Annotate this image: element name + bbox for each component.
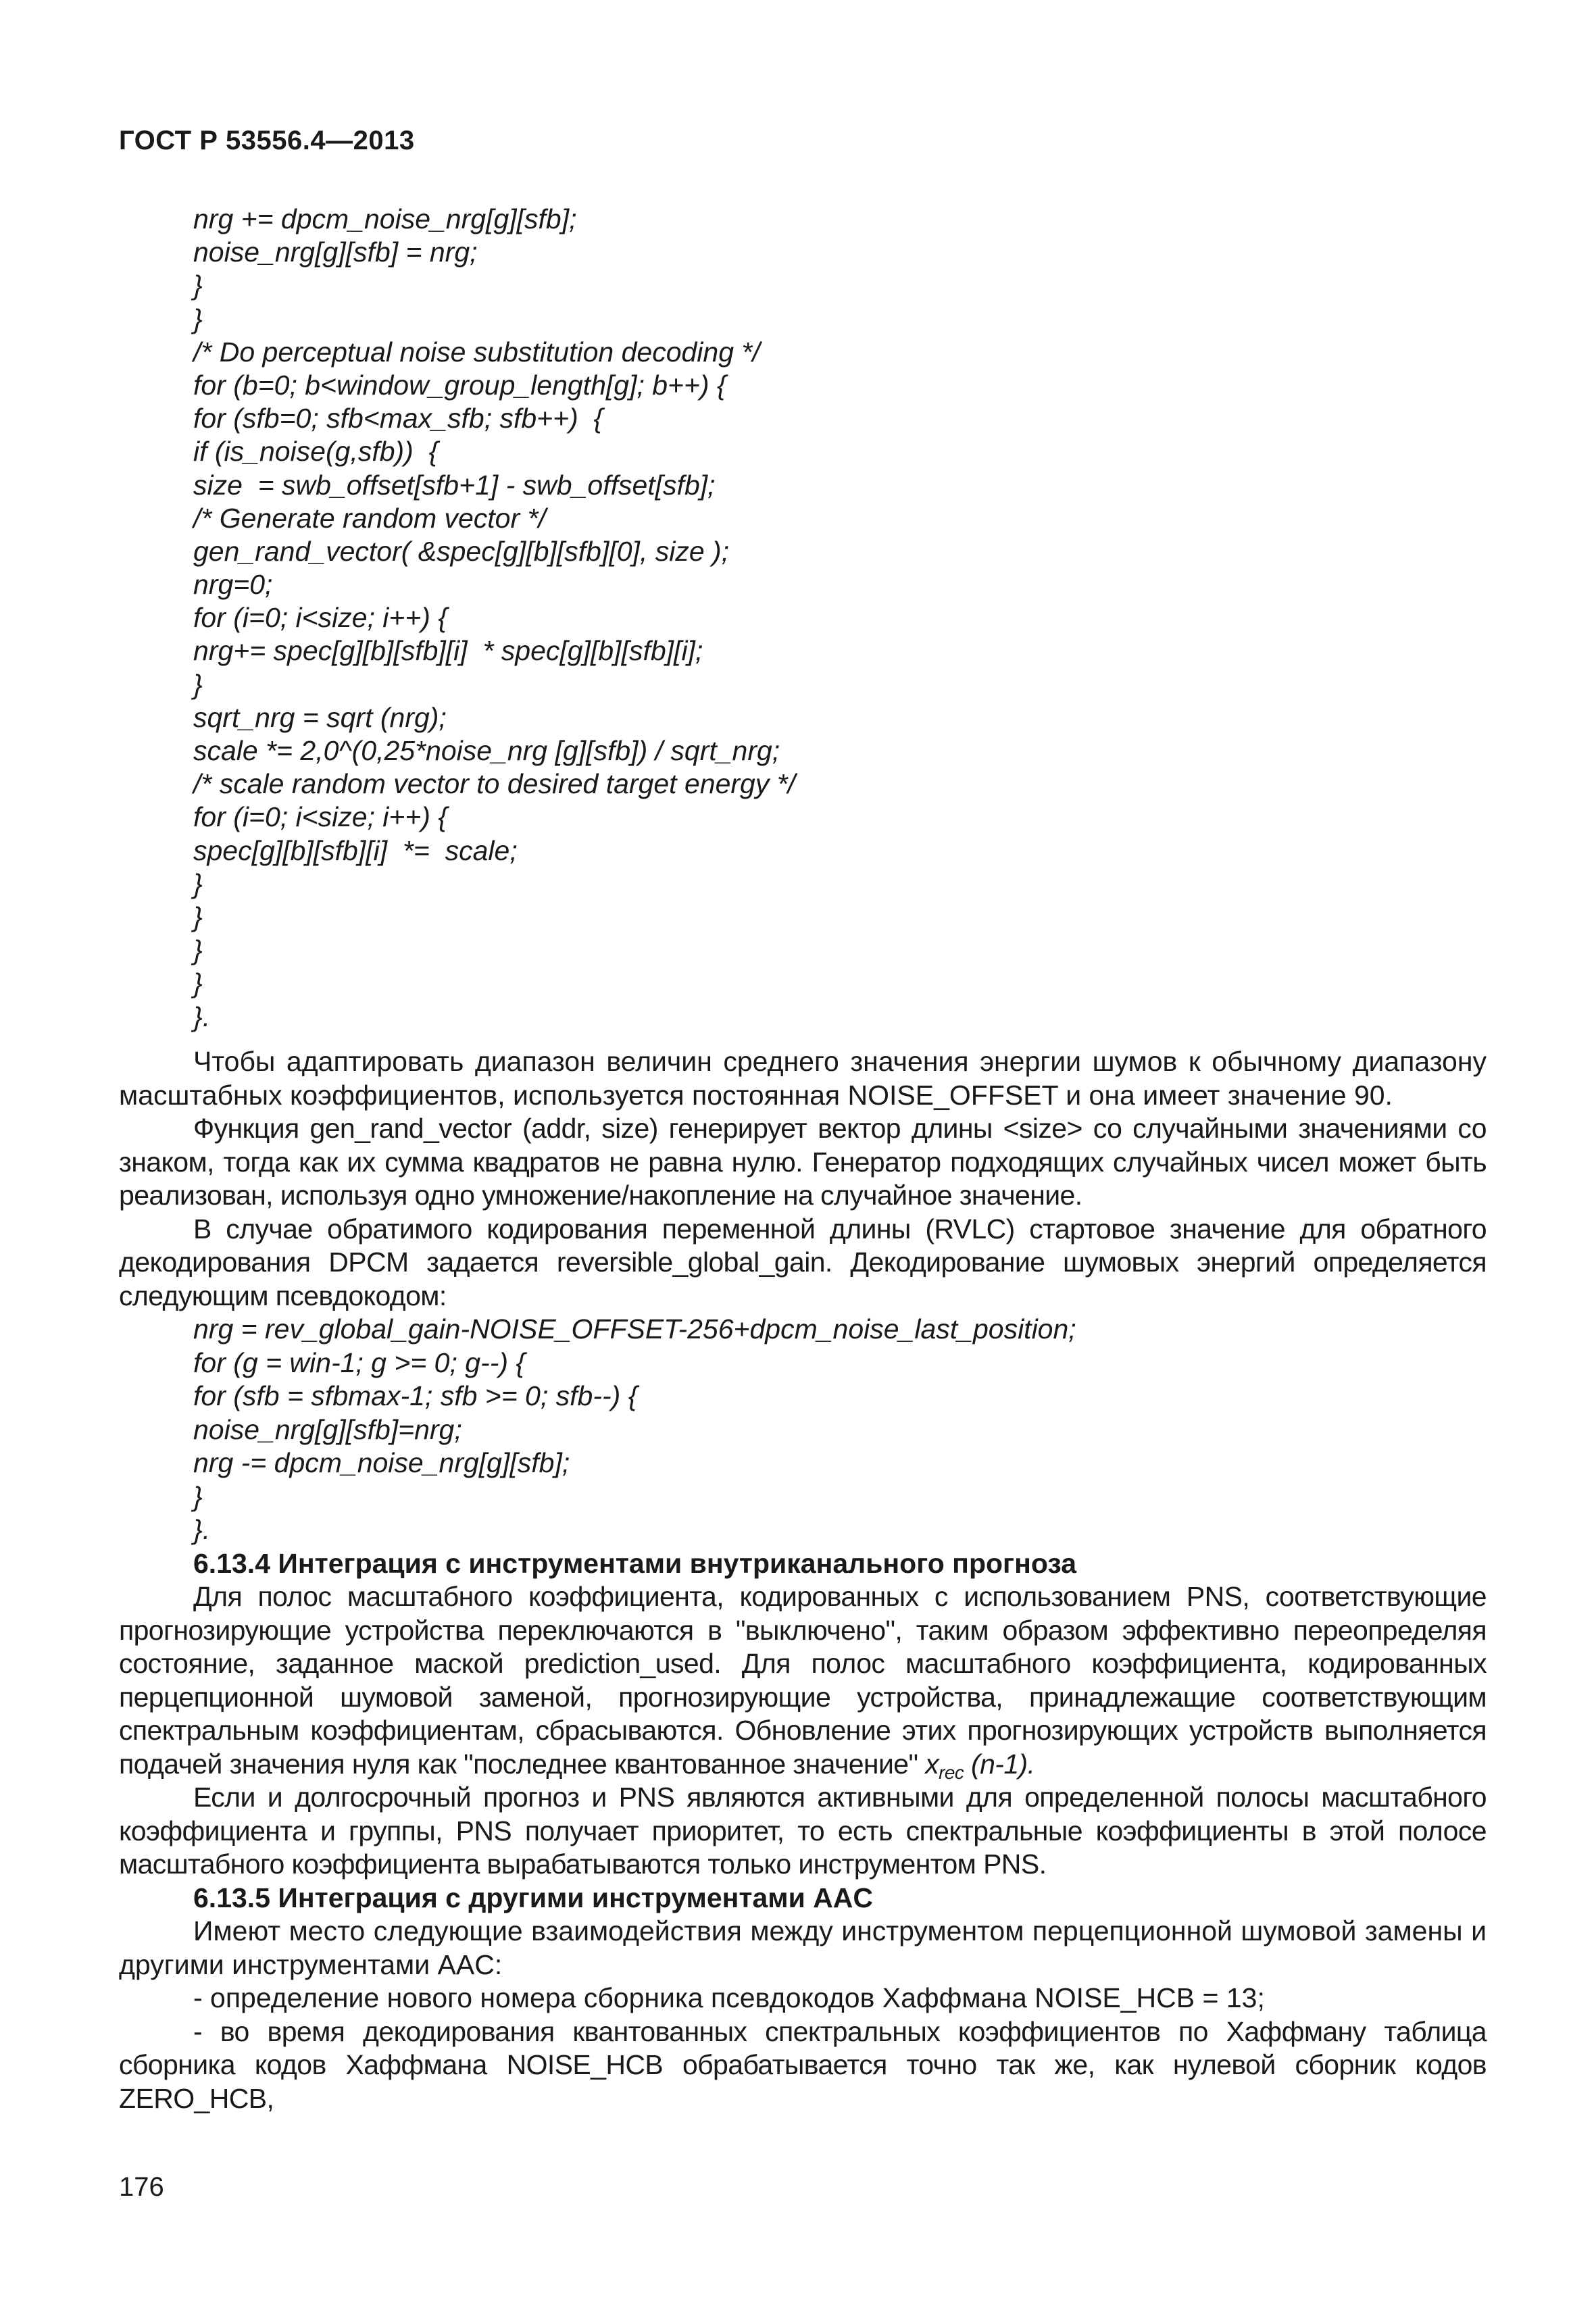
paragraph-aac-interactions: Имеют место следующие взаимодействия между инструментом перцепционной шумовой замены и другими инструментами AAC: <box>119 1915 1487 1980</box>
code-line: gen_rand_vector( &spec[g][b][sfb][0], size ); <box>193 535 730 567</box>
code-line: /* Do perceptual noise substitution decoding */ <box>193 336 760 368</box>
paragraph-pns-prediction <box>119 1580 1487 1781</box>
code-block-pns-decoding <box>193 203 1477 1034</box>
math-n-minus-1: (n-1). <box>971 1748 1035 1780</box>
code-line: nrg+= spec[g][b][sfb][i] * spec[g][b][sfb][i]; <box>193 635 703 667</box>
code-line: for (i=0; i<size; i++) { <box>193 801 448 833</box>
list-item-noise-hcb: - определение нового номера сборника псевдокодов Хаффмана NOISE_HCB = 13; <box>193 1982 1265 2013</box>
code-line: spec[g][b][sfb][i] *= scale; <box>193 834 518 866</box>
code-line: /* Generate random vector */ <box>193 502 546 534</box>
code-line: for (i=0; i<size; i++) { <box>193 602 448 634</box>
code-line: } <box>193 867 203 899</box>
code-line: for (sfb=0; sfb<max_sfb; sfb++) { <box>193 403 603 434</box>
paragraph-noise-offset: Чтобы адаптировать диапазон величин среднего значения энергии шумов к обычному диапазону масштабных коэффициентов, используется постоянная NOISE_OFFSET и она имеет значение 90. <box>119 1046 1487 1111</box>
paragraph-pns-priority: Если и долгосрочный прогноз и PNS являются активными для определенной полосы масштабного коэффициента и группы, PNS получает приоритет, то есть спектральные коэффициенты в этой полосе масштабного коэффициента вырабатываются только инструментом PNS. <box>119 1782 1487 1880</box>
math-x: x <box>925 1748 939 1780</box>
code-line: }. <box>193 1001 211 1032</box>
body-text <box>119 1045 1487 2115</box>
code-line: } <box>193 901 203 932</box>
code-line: nrg = rev_global_gain-NOISE_OFFSET-256+dpcm_noise_last_position; <box>193 1313 1076 1344</box>
code-line: } <box>193 967 203 999</box>
code-line: } <box>193 1480 203 1512</box>
section-heading-6-13-4: 6.13.4 Интеграция с инструментами внутриканального прогноза <box>193 1547 1077 1579</box>
code-block-rvlc-decoding <box>119 1313 1487 1547</box>
code-line: size = swb_offset[sfb+1] - swb_offset[sfb]; <box>193 469 716 501</box>
code-line: } <box>193 934 203 966</box>
list-item-huffman-decoding: - во время декодирования квантованных спектральных коэффициентов по Хаффману таблица сборника кодов Хаффмана NOISE_HCB обрабатывается точно так же, как нулевой сборник кодов ZERO_HCB, <box>119 2015 1487 2114</box>
code-line: } <box>193 668 203 700</box>
paragraph-rvlc: В случае обратимого кодирования переменной длины (RVLC) стартовое значение для обратного декодирования DPCM задается reversible_global_gain. Декодирование шумовых энергий определяется следующим псевдокодом: <box>119 1213 1487 1311</box>
code-line: if (is_noise(g,sfb)) { <box>193 436 439 468</box>
code-line: nrg -= dpcm_noise_nrg[g][sfb]; <box>193 1447 570 1478</box>
paragraph-gen-rand-vector: Функция gen_rand_vector (addr, size) генерирует вектор длины <size> со случайными значениями со знаком, тогда как их сумма квадратов не равна нулю. Генератор подходящих случайных чисел может быть реализован, используя одно умножение/накопление на случайное значение. <box>119 1113 1487 1211</box>
code-line: nrg=0; <box>193 569 273 601</box>
code-line: } <box>193 303 203 334</box>
code-line: }. <box>193 1514 211 1545</box>
code-line: noise_nrg[g][sfb]=nrg; <box>193 1413 462 1445</box>
code-line: scale *= 2,0^(0,25*noise_nrg [g][sfb]) / sqrt_nrg; <box>193 735 780 766</box>
code-line: } <box>193 270 203 301</box>
math-subscript-rec: rec <box>939 1761 964 1783</box>
paragraph-text: Для полос масштабного коэффициента, кодированных с использованием PNS, соответствующие прогнозирующие устройства переключаются в "выключено", таким образом эффективно переопределяя состояние, заданное маской prediction_used. Для полос масштабного коэффициента, кодированных перцепционной шумовой заменой, прогнозирующие устройства, принадлежащие соответствующим спектральным коэффициентам, сбрасываются. Обновление этих прогнозирующих устройств выполняется подачей значения нуля как "последнее квантованное значение" <box>119 1581 1487 1780</box>
code-line: for (b=0; b<window_group_length[g]; b++) { <box>193 369 726 401</box>
page-header: ГОСТ Р 53556.4—2013 <box>119 126 415 155</box>
code-line: for (sfb = sfbmax-1; sfb >= 0; sfb--) { <box>193 1380 638 1411</box>
code-line: sqrt_nrg = sqrt (nrg); <box>193 701 447 733</box>
code-line: noise_nrg[g][sfb] = nrg; <box>193 236 478 268</box>
code-line: /* scale random vector to desired target energy */ <box>193 768 796 800</box>
code-line: nrg += dpcm_noise_nrg[g][sfb]; <box>193 203 577 234</box>
page-number: 176 <box>119 2172 164 2202</box>
code-line: for (g = win-1; g >= 0; g--) { <box>193 1347 526 1378</box>
section-heading-6-13-5: 6.13.5 Интеграция с другими инструментами AAC <box>193 1882 874 1913</box>
